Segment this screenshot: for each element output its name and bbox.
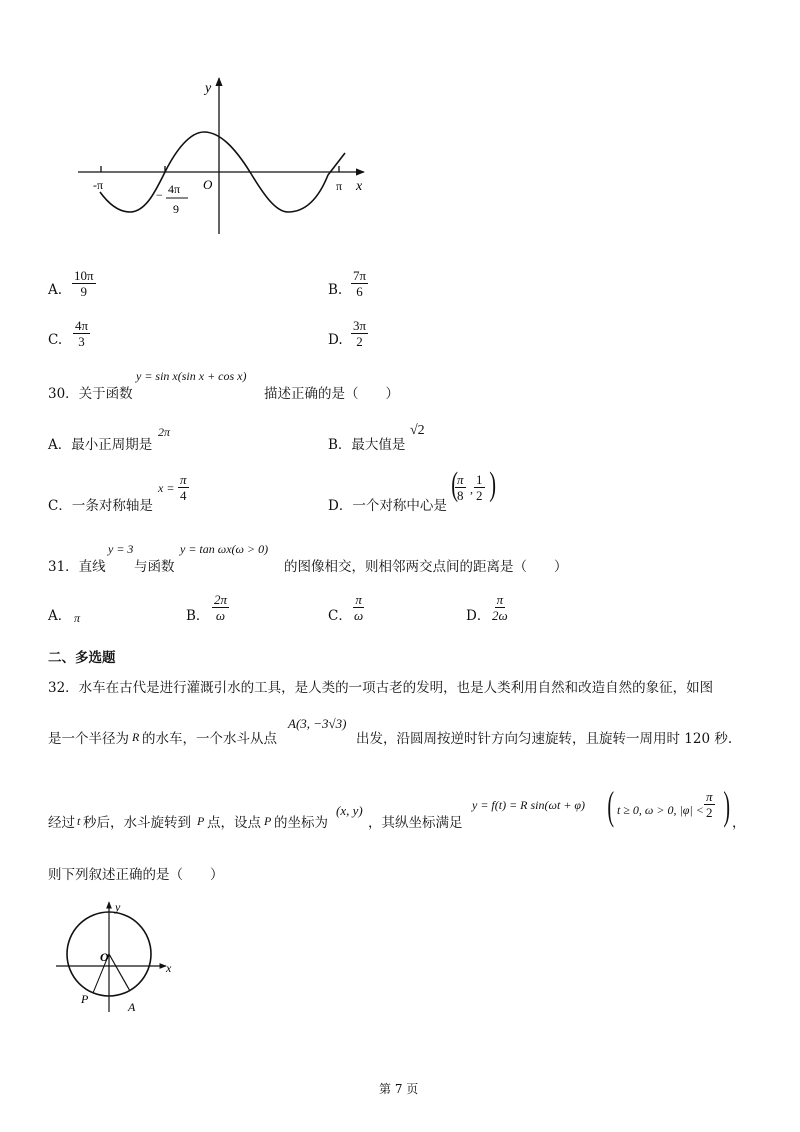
- q31-option-a-math: π: [74, 611, 81, 625]
- q30-option-d-frac1: [455, 472, 466, 503]
- q32-line3-P: P: [197, 814, 205, 828]
- q32-line3-formula: y = f(t) = R sin(ωt + φ): [472, 798, 586, 812]
- q31-func-formula: y = tan ωx(ω > 0): [180, 542, 269, 556]
- q32-line2-a: 是一个半径为: [48, 731, 129, 747]
- q32-line3-e: ，其纵坐标满足: [368, 815, 463, 831]
- origin-label: O: [203, 177, 213, 192]
- section-title: 二、多选题: [48, 650, 116, 666]
- wheel-a-label: A: [128, 1000, 136, 1014]
- q29-option-c-label: C.: [48, 332, 63, 348]
- frac-num: 1: [476, 472, 483, 487]
- q32-line4: 则下列叙述正确的是（ ）: [48, 867, 224, 883]
- q32-line3-d: 的坐标为: [274, 815, 328, 831]
- frac-den: 6: [356, 284, 363, 299]
- frac-num: π: [496, 592, 504, 607]
- frac-num: π: [706, 789, 713, 804]
- frac-den: ω: [354, 608, 364, 623]
- q30-option-d-comma: ,: [470, 482, 473, 496]
- q32-line3-t: t: [77, 814, 81, 828]
- frac-den: 3: [78, 334, 85, 349]
- q30-option-a-math: 2π: [158, 425, 171, 439]
- q30-option-a: A．最小正周期是: [48, 437, 153, 453]
- q31-option-d-label: D．: [466, 608, 491, 624]
- q32-line3-xy: (x, y): [336, 803, 363, 818]
- wheel-x-label: x: [166, 961, 172, 975]
- q32-line3-lparen: (: [607, 783, 614, 828]
- q32-line2-point: A(3, −3√3): [288, 716, 347, 731]
- q32-line2-R: R: [132, 730, 140, 744]
- q32-line3-cond-frac: [704, 789, 715, 820]
- sine-graph: [60, 70, 390, 240]
- frac-den: 9: [80, 284, 88, 299]
- tick-frac-num: 4π: [168, 182, 181, 196]
- frac-num: π: [457, 472, 464, 487]
- q29-option-b-value: [351, 268, 368, 299]
- wheel-origin-label: O: [100, 950, 109, 964]
- q30-option-d-frac2: [474, 472, 485, 503]
- q29-option-a-value: [72, 268, 96, 299]
- q30-option-c: C．一条对称轴是: [48, 498, 153, 514]
- tick-frac-minus: −: [156, 188, 163, 202]
- q32-line3-end: ，: [732, 815, 746, 831]
- q31-line-formula: y = 3: [108, 542, 134, 556]
- q29-option-a-label: A.: [48, 282, 63, 298]
- q31-option-c-label: C．: [328, 608, 352, 624]
- frac-den: 2: [476, 488, 483, 503]
- q29-option-c-value: [73, 318, 90, 349]
- frac-num: π: [180, 472, 187, 487]
- q30-option-d-rparen: ): [489, 466, 497, 503]
- q30-formula: y = sin x(sin x + cos x): [136, 369, 247, 383]
- frac-den: 2: [706, 805, 713, 820]
- frac-num: 4π: [75, 318, 89, 333]
- frac-den: 8: [457, 488, 464, 503]
- frac-den: 4: [180, 488, 187, 503]
- frac-num: π: [355, 592, 362, 607]
- q30-suffix: 描述正确的是（ ）: [264, 386, 399, 402]
- y-axis-label: y: [205, 81, 212, 96]
- frac-num: 10π: [74, 268, 94, 283]
- frac-den: 2ω: [492, 608, 508, 623]
- q30-option-d-lparen: (: [451, 466, 459, 503]
- q30-option-b: B．最大值是: [328, 437, 406, 453]
- x-axis-label: x: [356, 179, 363, 194]
- q32-line3-b: 秒后，水斗旋转到: [83, 815, 191, 831]
- q29-option-d-label: D.: [328, 332, 343, 348]
- q31-option-a-label: A．: [48, 608, 72, 624]
- q31-mid: 与函数: [134, 559, 175, 575]
- q32-line3-rparen: ): [723, 783, 730, 828]
- frac-den: 2: [356, 334, 363, 349]
- page-number: 第 7 页: [379, 1082, 419, 1096]
- q31-option-b-frac: [212, 592, 229, 623]
- tick-frac-den: 9: [173, 202, 179, 216]
- q31-option-d-frac: [490, 592, 510, 623]
- q30-option-c-lhs: x =: [158, 481, 175, 495]
- q32-line3-cond: t ≥ 0, ω > 0, |φ| <: [617, 803, 704, 817]
- frac-num: 2π: [214, 592, 228, 607]
- q29-option-d-value: [351, 318, 368, 349]
- q30-option-d: D．一个对称中心是: [328, 498, 447, 514]
- q32-line3-P2: P: [264, 814, 272, 828]
- q31-option-c-frac: [352, 592, 365, 623]
- q30-prefix: 30．关于函数: [48, 386, 133, 402]
- q30-option-c-frac: [178, 472, 189, 503]
- q32-line3-c: 点，设点: [207, 815, 261, 831]
- wheel-y-label: y: [115, 900, 121, 914]
- q32-line1: 32．水车在古代是进行灌溉引水的工具，是人类的一项古老的发明，也是人类利用自然和改造自然的象征，如图: [48, 680, 714, 696]
- radius-oa: [109, 954, 130, 991]
- q29-option-b-label: B.: [328, 282, 343, 298]
- q30-option-b-math: √2: [410, 423, 425, 438]
- q31-suffix: 的图像相交，则相邻两交点间的距离是（ ）: [284, 559, 568, 575]
- q32-line3-a: 经过: [48, 815, 75, 831]
- q32-line2-c: 出发，沿圆周按逆时针方向匀速旋转，且旋转一周用时 120 秒.: [356, 731, 733, 747]
- frac-num: 7π: [353, 268, 367, 283]
- frac-den: ω: [215, 608, 226, 623]
- tick-pi-label: π: [336, 179, 343, 193]
- water-wheel-diagram: [50, 895, 190, 1020]
- wheel-p-label: P: [81, 992, 89, 1006]
- tick-neg-pi-label: -π: [93, 178, 104, 192]
- q31-prefix: 31．直线: [48, 559, 106, 575]
- q32-line2-b: 的水车，一个水斗从点: [142, 731, 277, 747]
- frac-num: 3π: [353, 318, 367, 333]
- q31-option-b-label: B．: [186, 608, 210, 624]
